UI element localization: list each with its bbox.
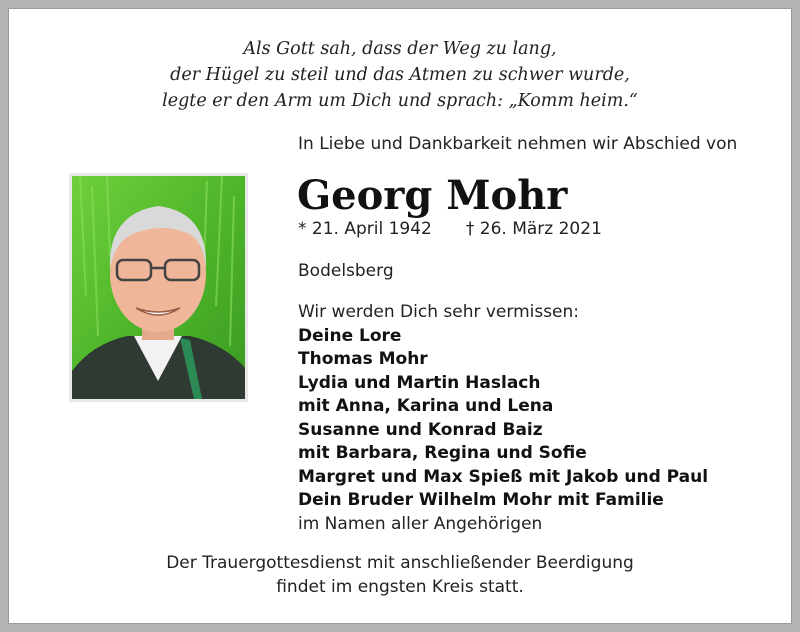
poem [0, 36, 800, 114]
mourner-name: mit Anna, Karina und Lena [298, 396, 554, 416]
birth-date: * 21. April 1942 [298, 219, 432, 239]
poem-line: legte er den Arm um Dich und sprach: „Komm heim.“ [162, 91, 638, 111]
farewell-intro: In Liebe und Dankbarkeit nehmen wir Abschied von [298, 134, 738, 154]
mourners-list [298, 301, 708, 536]
mourner-name: Lydia und Martin Haslach [298, 372, 541, 393]
service-notice-line: findet im engsten Kreis statt. [276, 577, 524, 597]
mourners-intro: Wir werden Dich sehr vermissen: [298, 302, 580, 322]
death-date: † 26. März 2021 [465, 219, 602, 239]
life-dates [298, 219, 602, 239]
portrait-photo [69, 173, 248, 402]
service-notice-line: Der Trauergottesdienst mit anschließender Beerdigung [166, 553, 634, 573]
mourner-name: mit Barbara, Regina und Sofie [298, 443, 587, 463]
mourner-name: Thomas Mohr [298, 349, 428, 369]
place-name: Bodelsberg [298, 261, 394, 281]
mourner-name: Susanne und Konrad Baiz [298, 419, 543, 440]
poem-line: Als Gott sah, dass der Weg zu lang, [243, 39, 557, 59]
mourner-name: Margret und Max Spieß mit Jakob und Paul [298, 466, 709, 487]
mourner-name: Dein Bruder Wilhelm Mohr mit Familie [298, 490, 664, 510]
poem-line: der Hügel zu steil und das Atmen zu schwer wurde, [170, 65, 630, 85]
service-notice [0, 551, 800, 599]
deceased-name: Georg Mohr [297, 172, 568, 219]
mourners-closing: im Namen aller Angehörigen [298, 513, 543, 534]
mourner-name: Deine Lore [298, 325, 402, 346]
